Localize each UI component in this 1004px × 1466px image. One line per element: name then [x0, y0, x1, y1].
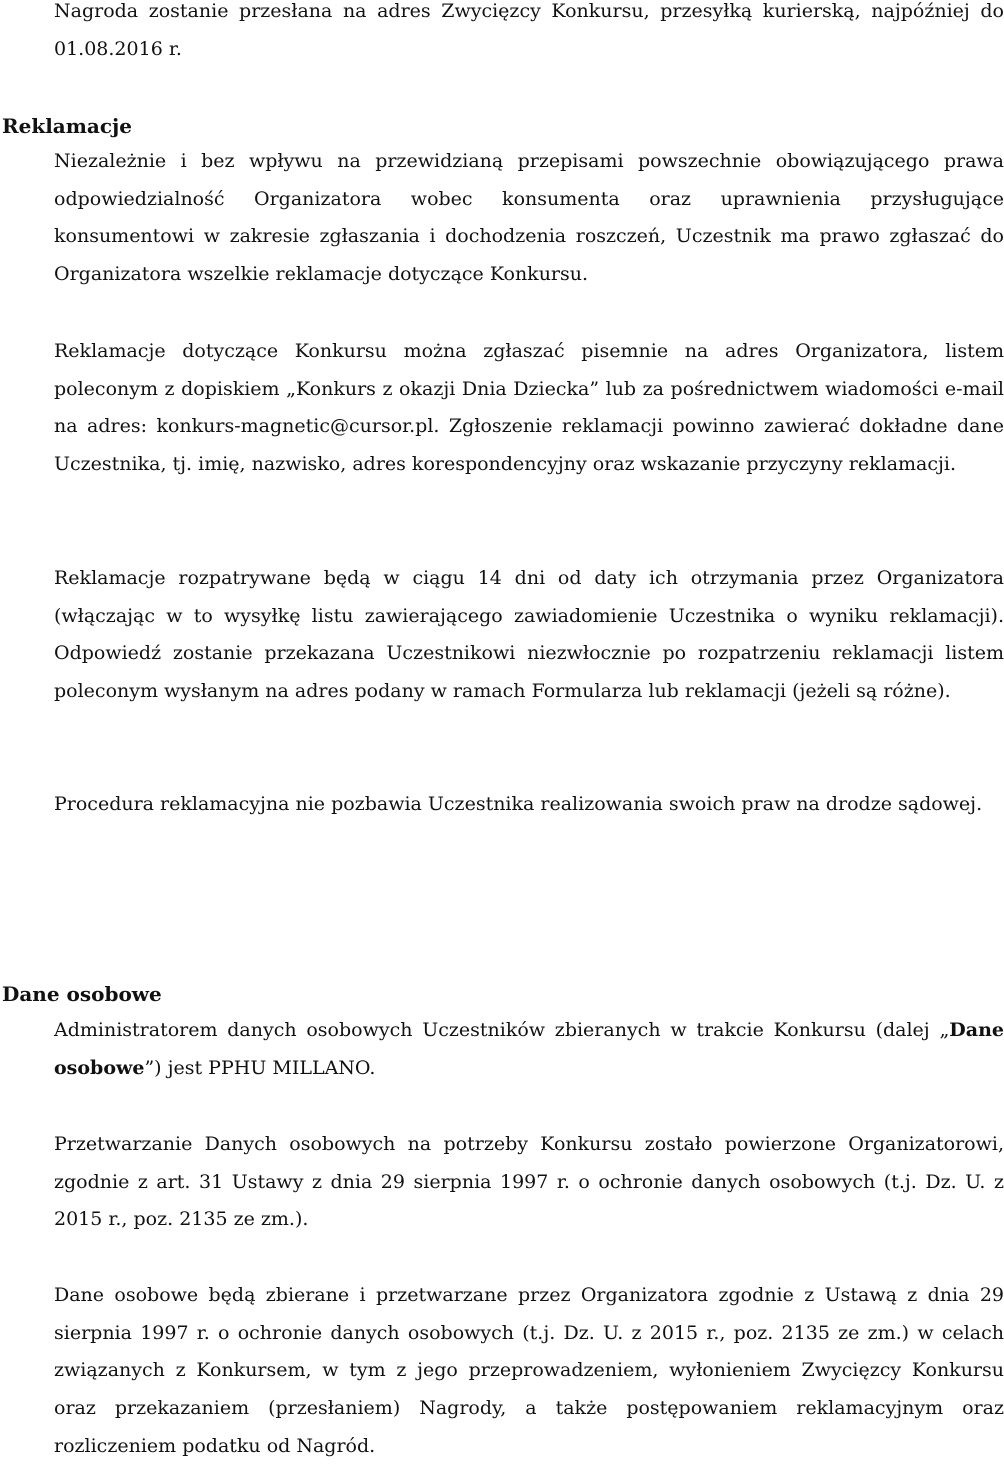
paragraph-number — [6, 1126, 54, 1164]
paragraph-number — [6, 786, 54, 824]
paragraph-text-before: Administratorem danych osobowych Uczestników zbieranych w trakcie Konkursu (dalej „ — [54, 1019, 950, 1041]
paragraph-text: Procedura reklamacyjna nie pozbawia Uczestnika realizowania swoich praw na drodze sądowej. — [54, 793, 983, 815]
paragraph-number — [6, 560, 54, 598]
paragraph-text: Dane osobowe będą zbierane i przetwarzane przez Organizatora zgodnie z Ustawą z dnia 29 sierpnia 1997 r. o ochronie danych osobowych (t.j. Dz. U. z 2015 r., poz. 2135 ze zm.) w celach związanych z Konkursem, w tym z jego przeprowadzeniem, wyłonieniem Zwycięzcy Konkursu oraz przekazaniem (przesłaniem) Nagrody, a także postępowaniem reklamacyjnym oraz rozliczeniem podatku od Nagród. — [54, 1284, 1004, 1457]
paragraph-39 — [6, 1126, 1004, 1239]
paragraph-number — [6, 333, 54, 371]
section-heading-reklamacje: Reklamacje — [2, 114, 133, 138]
paragraph-text: Reklamacje dotyczące Konkursu można zgłaszać pisemnie na adres Organizatora, listem poleconym z dopiskiem „Konkurs z okazji Dnia Dziecka” lub za pośrednictwem wiadomości e-mail na adres: konkurs-magnetic@cursor.pl. Zgłoszenie reklamacji powinno zawierać dokładne dane Uczestnika, tj. imię, nazwisko, adres korespondencyjny oraz wskazanie przyczyny reklamacji. — [54, 340, 1004, 476]
paragraph-text-bold: Dane osobowe — [54, 1019, 1004, 1079]
paragraph-text-after: ”) jest PPHU MILLANO. — [144, 1056, 376, 1079]
paragraph-number — [6, 1012, 54, 1050]
paragraph-text: Nagroda zostanie przesłana na adres Zwycięzcy Konkursu, przesyłką kurierską, najpóźniej do 01.08.2016 r. — [54, 0, 1004, 60]
paragraph-38 — [6, 1012, 1004, 1087]
paragraph-number — [6, 143, 54, 181]
paragraph-40 — [6, 1277, 1004, 1466]
paragraph-33 — [6, 0, 1004, 68]
paragraph-35 — [6, 333, 1004, 484]
paragraph-37 — [6, 786, 1004, 824]
section-heading-dane-osobowe: Dane osobowe — [2, 982, 162, 1006]
paragraph-36 — [6, 560, 1004, 711]
paragraph-text: Niezależnie i bez wpływu na przewidzianą przepisami powszechnie obowiązującego prawa odpowiedzialność Organizatora wobec konsumenta oraz uprawnienia przysługujące konsumentowi w zakresie zgłaszania i dochodzenia roszczeń, Uczestnik ma prawo zgłaszać do Organizatora wszelkie reklamacje dotyczące Konkursu. — [54, 150, 1004, 286]
paragraph-number — [6, 0, 54, 31]
paragraph-number — [6, 1277, 54, 1315]
paragraph-34 — [6, 143, 1004, 294]
paragraph-text: Reklamacje rozpatrywane będą w ciągu 14 dni od daty ich otrzymania przez Organizatora (włączając w to wysyłkę listu zawierającego zawiadomienie Uczestnika o wyniku reklamacji). Odpowiedź zostanie przekazana Uczestnikowi niezwłocznie po rozpatrzeniu reklamacji listem poleconym wysłanym na adres podany w ramach Formularza lub reklamacji (jeżeli są różne). — [54, 567, 1004, 703]
paragraph-text: Przetwarzanie Danych osobowych na potrzeby Konkursu zostało powierzone Organizatorowi, zgodnie z art. 31 Ustawy z dnia 29 sierpnia 1997 r. o ochronie danych osobowych (t.j. Dz. U. z 2015 r., poz. 2135 ze zm.). — [54, 1133, 1004, 1231]
